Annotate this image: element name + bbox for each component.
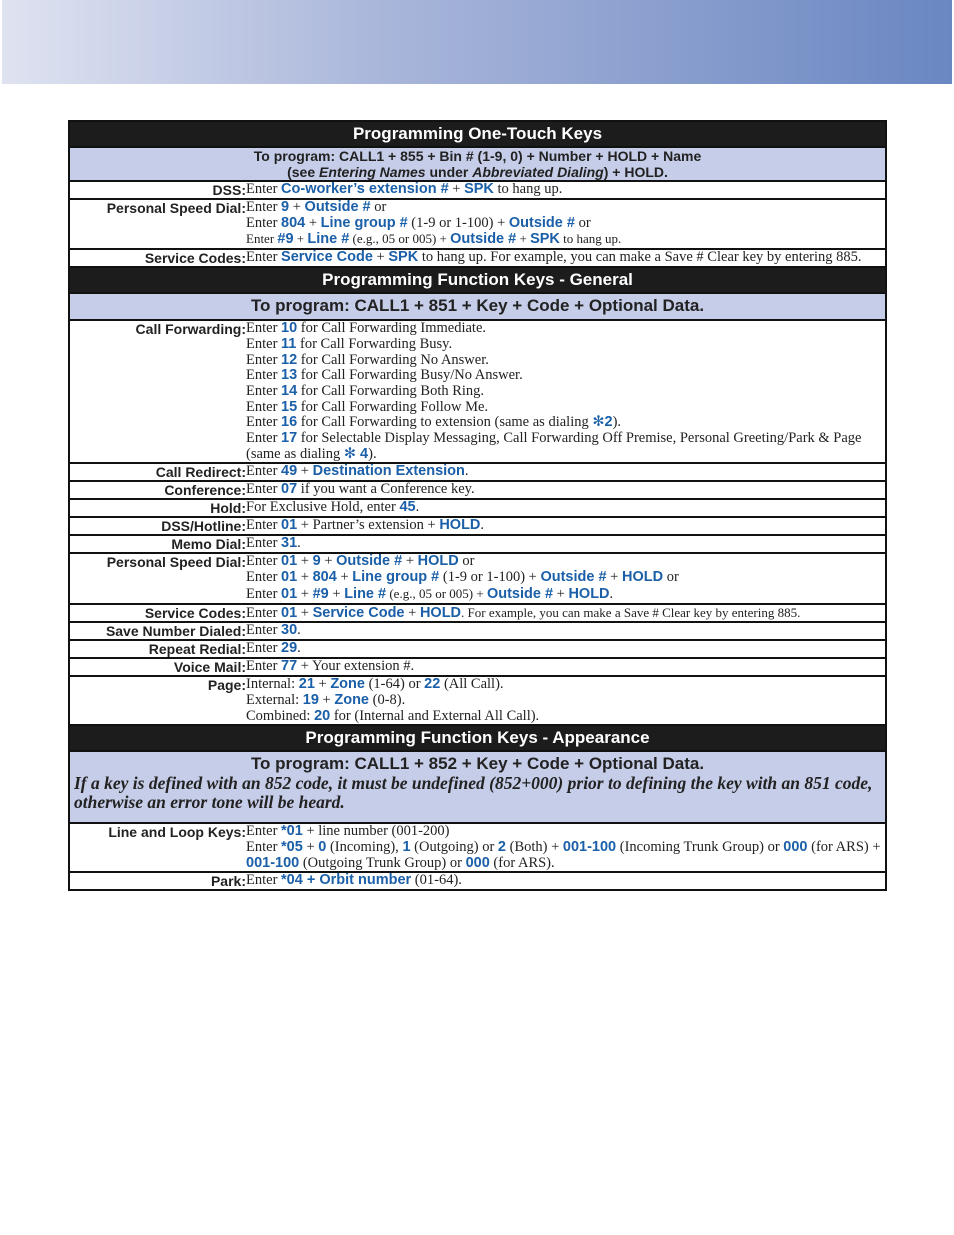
instruction-text: Enter bbox=[246, 658, 282, 675]
instruction-text: Enter bbox=[246, 622, 282, 639]
key-code: Outside # bbox=[304, 199, 371, 215]
instruction-line bbox=[246, 570, 885, 586]
instruction-line bbox=[246, 659, 885, 675]
instruction-text: to hang up. For example, you can make a Save # Clear key by entering 885. bbox=[418, 249, 862, 266]
feature-row bbox=[69, 181, 886, 199]
key-code: Co-worker’s extension # bbox=[281, 181, 449, 197]
instruction-text: Enter bbox=[246, 430, 282, 447]
key-code: SPK bbox=[464, 181, 494, 197]
instruction-text: Enter bbox=[246, 585, 282, 602]
instruction-text: or bbox=[370, 199, 387, 215]
feature-instructions bbox=[246, 823, 886, 872]
instruction-line bbox=[246, 231, 885, 248]
key-code: 2 bbox=[497, 839, 506, 856]
instruction-line bbox=[246, 482, 885, 498]
key-code: 804 bbox=[281, 214, 306, 231]
instruction-line bbox=[246, 536, 885, 552]
instruction-text: (e.g., 05 or 005) + bbox=[349, 231, 451, 247]
feature-row bbox=[69, 499, 886, 517]
key-code: SPK bbox=[388, 249, 419, 266]
instruction-text: . bbox=[297, 622, 301, 639]
feature-label: Service Codes: bbox=[69, 249, 246, 267]
key-code: Service Code bbox=[281, 249, 373, 266]
key-code: 49 bbox=[281, 463, 298, 480]
program-instruction-row bbox=[69, 751, 886, 823]
feature-instructions bbox=[246, 249, 886, 267]
feature-label: Page: bbox=[69, 676, 246, 725]
instruction-line bbox=[246, 400, 885, 416]
feature-instructions bbox=[246, 640, 886, 658]
feature-label: Service Codes: bbox=[69, 604, 246, 623]
instruction-line bbox=[246, 641, 885, 657]
section-title: Programming Function Keys - General bbox=[69, 267, 886, 293]
feature-label: Save Number Dialed: bbox=[69, 622, 246, 640]
instruction-text: + bbox=[336, 569, 353, 586]
key-code: 01 bbox=[281, 604, 298, 621]
feature-instructions bbox=[246, 463, 886, 481]
feature-label: Memo Dial: bbox=[69, 535, 246, 553]
program-instruction: To program: CALL1 + 851 + Key + Code + Optional Data. bbox=[69, 293, 886, 320]
instruction-text: for Selectable Display Messaging, Call Forwarding Off Premise, Personal Greeting/Park & Page (same as dialing bbox=[246, 430, 862, 462]
key-code: 804 bbox=[312, 569, 337, 586]
key-code: Line # bbox=[307, 231, 350, 248]
instruction-text: Enter bbox=[246, 367, 282, 384]
key-code: ✻2 bbox=[592, 414, 613, 431]
section-title: Programming One-Touch Keys bbox=[69, 121, 886, 147]
key-code: 15 bbox=[281, 398, 298, 415]
feature-instructions bbox=[246, 535, 886, 553]
instruction-text: to hang up. bbox=[493, 181, 563, 197]
key-code: Service Code bbox=[312, 604, 405, 621]
instruction-text: + bbox=[289, 199, 305, 215]
feature-instructions bbox=[246, 622, 886, 640]
instruction-line bbox=[246, 500, 885, 516]
instruction-text: . bbox=[297, 535, 301, 552]
instruction-line bbox=[246, 415, 885, 431]
key-code: Destination Extension bbox=[312, 463, 465, 480]
instruction-line bbox=[246, 200, 885, 216]
instruction-text: Enter bbox=[246, 823, 282, 840]
instruction-text: Enter bbox=[246, 839, 282, 856]
instruction-text: for Call Forwarding Both Ring. bbox=[297, 382, 485, 399]
key-code: 21 bbox=[298, 676, 315, 693]
key-code: HOLD bbox=[621, 569, 664, 586]
program-instruction bbox=[69, 751, 886, 823]
instruction-text: Enter bbox=[246, 214, 282, 231]
instruction-line bbox=[246, 518, 885, 534]
programming-table-body bbox=[69, 121, 886, 890]
key-code: Zone bbox=[330, 676, 365, 693]
instruction-text: + bbox=[372, 249, 389, 266]
instruction-text: . bbox=[609, 585, 614, 602]
instruction-line bbox=[246, 840, 885, 871]
instruction-text: . bbox=[480, 517, 485, 534]
instruction-text: Enter bbox=[246, 553, 282, 570]
instruction-text: (e.g., 05 or 005) + bbox=[386, 585, 487, 601]
instruction-text: + bbox=[328, 585, 345, 602]
instruction-text: or bbox=[574, 214, 591, 231]
instruction-text: Enter bbox=[246, 640, 282, 657]
instruction-text: + bbox=[293, 231, 308, 247]
instruction-line bbox=[246, 368, 885, 384]
instruction-text: + bbox=[305, 214, 321, 231]
key-code: 000 bbox=[465, 854, 490, 871]
key-code: 01 bbox=[281, 585, 298, 602]
key-code: Outside # bbox=[508, 214, 575, 231]
instruction-text: or bbox=[663, 569, 679, 586]
instruction-text: + bbox=[297, 463, 313, 480]
feature-label: DSS/Hotline: bbox=[69, 517, 246, 535]
feature-label: Line and Loop Keys: bbox=[69, 823, 246, 872]
key-code: Outside # bbox=[450, 231, 517, 248]
instruction-text: (1-9 or 1-100) + bbox=[407, 214, 509, 231]
instruction-line bbox=[246, 431, 885, 462]
key-code: #9 bbox=[312, 585, 329, 602]
section-header-row bbox=[69, 267, 886, 293]
instruction-text: + bbox=[297, 604, 313, 621]
section-header-row bbox=[69, 121, 886, 147]
key-code: 22 bbox=[424, 676, 441, 693]
key-code: 77 bbox=[281, 658, 298, 675]
instruction-line bbox=[246, 623, 885, 639]
instruction-text: + bbox=[606, 569, 622, 586]
instruction-line bbox=[246, 321, 885, 337]
program-fragment: under bbox=[425, 164, 473, 180]
instruction-text: ). bbox=[368, 445, 377, 462]
header-banner bbox=[2, 0, 952, 84]
instruction-text: . bbox=[415, 499, 420, 516]
feature-row bbox=[69, 604, 886, 623]
instruction-line bbox=[246, 709, 885, 725]
program-line bbox=[70, 164, 885, 180]
program-heading: To program: CALL1 + 852 + Key + Code + Optional Data. bbox=[250, 754, 705, 774]
instruction-text: + bbox=[402, 553, 418, 570]
key-code: 29 bbox=[281, 640, 298, 657]
feature-label: Repeat Redial: bbox=[69, 640, 246, 658]
feature-row bbox=[69, 535, 886, 553]
instruction-text: ). bbox=[612, 414, 622, 431]
instruction-line bbox=[246, 693, 885, 709]
instruction-line bbox=[246, 216, 885, 232]
instruction-text: Enter bbox=[246, 463, 282, 480]
instruction-text: + bbox=[318, 691, 335, 708]
key-code: 01 bbox=[281, 517, 298, 534]
key-code: Line group # bbox=[352, 569, 440, 586]
key-code: *01 bbox=[281, 823, 303, 840]
instruction-text: Enter bbox=[246, 517, 282, 534]
key-code: 000 bbox=[783, 839, 808, 856]
key-code: 31 bbox=[281, 535, 298, 552]
instruction-text: Enter bbox=[246, 872, 282, 889]
instruction-text: + bbox=[314, 676, 331, 693]
instruction-text: External: bbox=[246, 691, 303, 708]
key-code: 20 bbox=[314, 707, 331, 724]
key-code: 12 bbox=[281, 351, 298, 368]
instruction-text: + bbox=[302, 839, 319, 856]
instruction-text: (for ARS) + bbox=[807, 839, 881, 856]
instruction-text: . bbox=[297, 640, 301, 657]
instruction-text: (for ARS). bbox=[489, 854, 555, 871]
program-fragment: (see bbox=[287, 164, 319, 180]
instruction-text: + bbox=[297, 585, 313, 602]
instruction-line bbox=[246, 586, 885, 603]
instruction-text: Enter bbox=[246, 604, 282, 621]
instruction-text: for Call Forwarding Immediate. bbox=[297, 320, 487, 337]
key-code: *04 + Orbit number bbox=[281, 872, 412, 889]
instruction-text: Enter bbox=[246, 535, 282, 552]
instruction-text: for (Internal and External All Call). bbox=[330, 707, 540, 724]
program-fragment: ) + HOLD. bbox=[603, 164, 668, 180]
instruction-text: Enter bbox=[246, 351, 282, 368]
instruction-text: Enter bbox=[246, 231, 278, 247]
feature-instructions bbox=[246, 199, 886, 249]
instruction-text: Enter bbox=[246, 199, 282, 215]
instruction-text: . For example, you can make a Save # Clear key by entering 885. bbox=[461, 604, 801, 620]
key-code: HOLD bbox=[419, 604, 462, 621]
instruction-text: Enter bbox=[246, 398, 282, 415]
program-instruction-row bbox=[69, 147, 886, 181]
program-line: To program: CALL1 + 855 + Bin # (1-9, 0) + Number + HOLD + Name bbox=[253, 148, 702, 164]
feature-label: Call Redirect: bbox=[69, 463, 246, 481]
instruction-text: Enter bbox=[246, 320, 282, 337]
programming-table bbox=[68, 120, 887, 891]
key-code: 01 bbox=[281, 569, 298, 586]
instruction-text: + Partner’s extension + bbox=[297, 517, 440, 534]
instruction-text: + bbox=[516, 231, 531, 247]
instruction-text: for Call Forwarding Busy/No Answer. bbox=[297, 367, 523, 384]
instruction-text: + line number (001-200) bbox=[302, 823, 450, 840]
feature-instructions bbox=[246, 517, 886, 535]
instruction-line bbox=[246, 873, 885, 889]
instruction-line bbox=[246, 554, 885, 570]
key-code: 07 bbox=[281, 481, 298, 498]
instruction-text: Enter bbox=[246, 382, 282, 399]
feature-row bbox=[69, 658, 886, 676]
feature-row bbox=[69, 676, 886, 725]
section-header-row bbox=[69, 725, 886, 751]
instruction-text: Enter bbox=[246, 335, 282, 352]
instruction-text: Enter bbox=[246, 249, 282, 266]
key-code: 17 bbox=[281, 430, 298, 447]
instruction-text: + bbox=[404, 604, 420, 621]
program-instruction-row bbox=[69, 293, 886, 320]
program-fragment: Abbreviated Dialing bbox=[472, 164, 604, 180]
instruction-line bbox=[246, 337, 885, 353]
key-code: Line group # bbox=[320, 214, 408, 231]
instruction-text: to hang up. bbox=[559, 231, 622, 247]
key-code: *05 bbox=[281, 839, 303, 856]
feature-instructions bbox=[246, 481, 886, 499]
feature-label: Personal Speed Dial: bbox=[69, 199, 246, 249]
feature-row bbox=[69, 463, 886, 481]
instruction-line bbox=[246, 824, 885, 840]
feature-row bbox=[69, 320, 886, 463]
key-code: SPK bbox=[530, 231, 560, 248]
key-code: 13 bbox=[281, 367, 298, 384]
instruction-text: (0-8). bbox=[369, 691, 406, 708]
feature-row bbox=[69, 199, 886, 249]
feature-label: Call Forwarding: bbox=[69, 320, 246, 463]
key-code: 10 bbox=[281, 320, 298, 337]
key-code: 9 bbox=[312, 553, 321, 570]
instruction-text: (01-64). bbox=[411, 872, 462, 889]
instruction-text: for Call Forwarding Follow Me. bbox=[297, 398, 489, 415]
instruction-text: Internal: bbox=[246, 676, 299, 693]
instruction-line bbox=[246, 353, 885, 369]
feature-row bbox=[69, 823, 886, 872]
instruction-text: Enter bbox=[246, 481, 282, 498]
instruction-text: . bbox=[464, 463, 469, 480]
instruction-text: Enter bbox=[246, 414, 282, 431]
instruction-text: (1-64) or bbox=[364, 676, 425, 693]
instruction-line bbox=[246, 182, 885, 198]
feature-label: Voice Mail: bbox=[69, 658, 246, 676]
instruction-text: (Both) + bbox=[505, 839, 563, 856]
key-code: 30 bbox=[281, 622, 298, 639]
key-code: 01 bbox=[281, 553, 298, 570]
key-code: Outside # bbox=[336, 553, 403, 570]
key-code: 14 bbox=[281, 382, 298, 399]
key-code: 11 bbox=[281, 335, 297, 352]
instruction-text: + bbox=[553, 585, 569, 602]
instruction-text: + bbox=[320, 553, 337, 570]
feature-row bbox=[69, 640, 886, 658]
instruction-text: (All Call). bbox=[440, 676, 504, 693]
program-note: If a key is defined with an 852 code, it must be undefined (852+000) prior to defining the key with an 851 code, otherwise an error tone will be heard. bbox=[74, 773, 873, 813]
instruction-text: For Exclusive Hold, enter bbox=[246, 499, 400, 516]
key-code: HOLD bbox=[568, 585, 610, 602]
instruction-text: (Outgoing) or bbox=[410, 839, 498, 856]
key-code: 16 bbox=[281, 414, 298, 431]
instruction-text: if you want a Conference key. bbox=[297, 481, 475, 498]
key-code: 19 bbox=[302, 691, 319, 708]
key-code: HOLD bbox=[439, 517, 481, 534]
key-code: Outside # bbox=[540, 569, 607, 586]
section-title: Programming Function Keys - Appearance bbox=[69, 725, 886, 751]
instruction-line bbox=[246, 677, 885, 693]
feature-instructions bbox=[246, 676, 886, 725]
feature-label: Hold: bbox=[69, 499, 246, 517]
feature-row bbox=[69, 622, 886, 640]
key-code: 1 bbox=[402, 839, 411, 856]
feature-instructions bbox=[246, 604, 886, 623]
feature-instructions bbox=[246, 658, 886, 676]
program-instruction bbox=[69, 147, 886, 181]
instruction-line bbox=[246, 384, 885, 400]
instruction-text: + Your extension #. bbox=[297, 658, 415, 675]
instruction-text: (Outgoing Trunk Group) or bbox=[299, 854, 466, 871]
feature-row bbox=[69, 249, 886, 267]
instruction-text: (1-9 or 1-100) + bbox=[439, 569, 541, 586]
key-code: Zone bbox=[334, 691, 369, 708]
feature-label: DSS: bbox=[69, 181, 246, 199]
instruction-text: or bbox=[458, 553, 475, 570]
instruction-line bbox=[246, 605, 885, 622]
feature-instructions bbox=[246, 320, 886, 463]
feature-instructions bbox=[246, 872, 886, 890]
key-code: #9 bbox=[277, 231, 294, 248]
key-code: HOLD bbox=[417, 553, 459, 570]
feature-label: Park: bbox=[69, 872, 246, 890]
feature-instructions bbox=[246, 181, 886, 199]
key-code: ✻ 4 bbox=[343, 445, 369, 462]
instruction-text: Combined: bbox=[246, 707, 315, 724]
instruction-line bbox=[246, 250, 885, 266]
instruction-text: for Call Forwarding to extension (same as dialing bbox=[297, 414, 593, 431]
program-fragment: Entering Names bbox=[319, 164, 426, 180]
instruction-text: (Incoming), bbox=[326, 839, 403, 856]
feature-instructions bbox=[246, 499, 886, 517]
key-code: 9 bbox=[281, 199, 290, 215]
key-code: Outside # bbox=[486, 585, 554, 602]
feature-label: Personal Speed Dial: bbox=[69, 553, 246, 603]
instruction-line bbox=[246, 464, 885, 480]
feature-instructions bbox=[246, 553, 886, 603]
key-code: 0 bbox=[318, 839, 327, 856]
feature-row bbox=[69, 517, 886, 535]
feature-row bbox=[69, 553, 886, 603]
key-code: Line # bbox=[344, 585, 387, 602]
feature-label: Conference: bbox=[69, 481, 246, 499]
key-code: 001-100 bbox=[246, 854, 300, 871]
feature-row bbox=[69, 481, 886, 499]
instruction-text: Enter bbox=[246, 181, 282, 197]
instruction-text: for Call Forwarding Busy. bbox=[296, 335, 453, 352]
instruction-text: (Incoming Trunk Group) or bbox=[616, 839, 784, 856]
key-code: 45 bbox=[399, 499, 416, 516]
instruction-text: + bbox=[297, 553, 313, 570]
instruction-text: + bbox=[297, 569, 313, 586]
feature-row bbox=[69, 872, 886, 890]
key-code: 001-100 bbox=[562, 839, 617, 856]
instruction-text: Enter bbox=[246, 569, 282, 586]
instruction-text: + bbox=[448, 181, 465, 197]
instruction-text: for Call Forwarding No Answer. bbox=[297, 351, 489, 368]
